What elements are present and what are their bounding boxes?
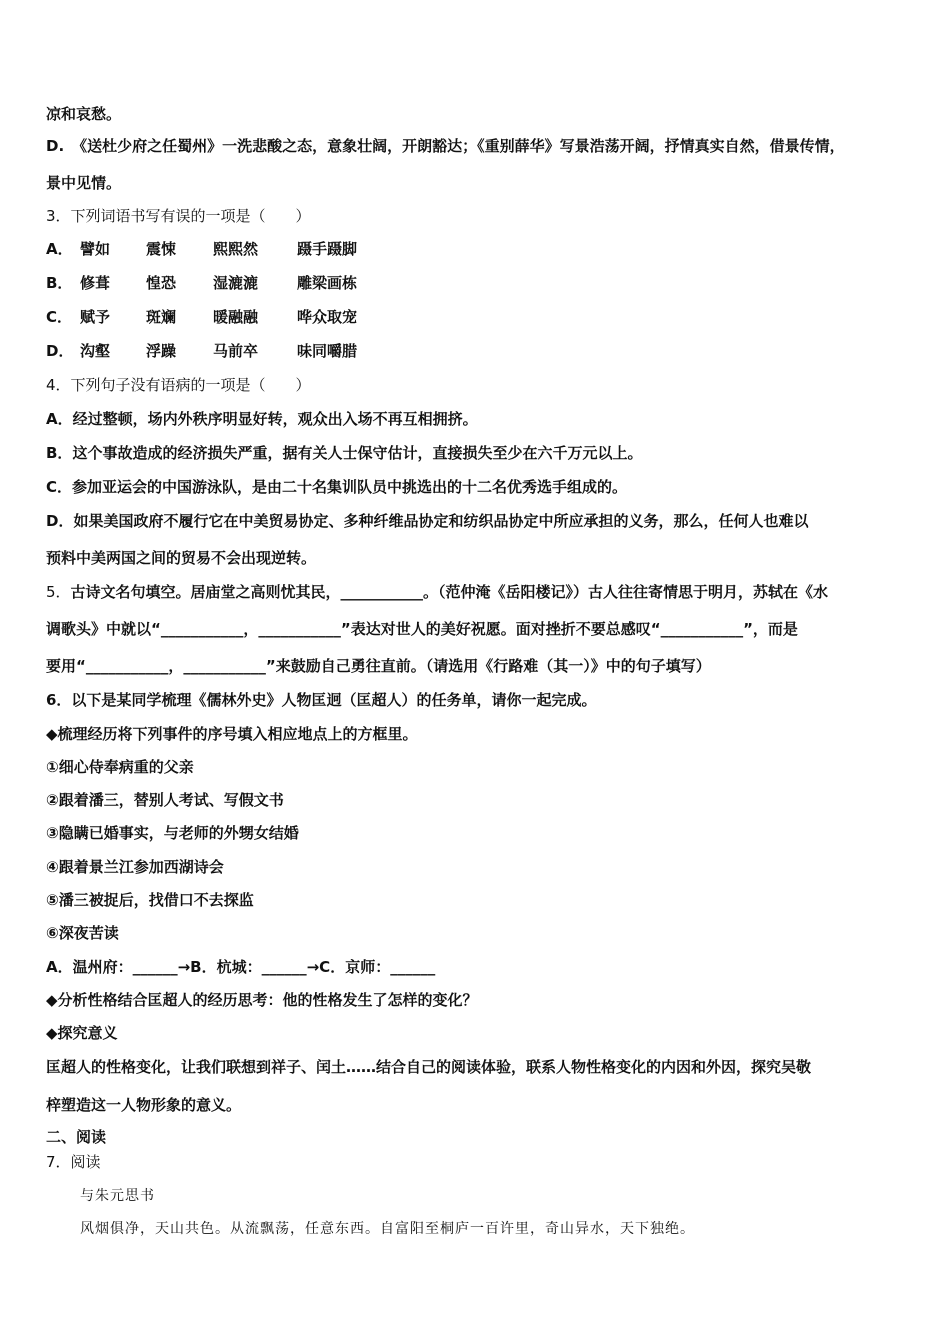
- section-heading: 二、阅读: [46, 1128, 107, 1146]
- q6-para-line1: 匡超人的性格变化，让我们联想到祥子、闰土……结合自己的阅读体验，联系人物性格变化的内因和外因，探究吴敬: [46, 1058, 812, 1076]
- q4-option-d: D．如果美国政府不履行它在中美贸易协定、多种纤维品协定和纺织品协定中所应承担的义务，那么，任何人也难以: [46, 512, 809, 530]
- q3-option-a: A． 譬如 震悚 熙熙然 蹑手蹑脚: [46, 240, 358, 258]
- q2-tail-line1: 凉和哀愁。: [46, 105, 122, 123]
- poem-line: 风烟俱净，天山共色。从流飘荡，任意东西。自富阳至桐庐一百许里，奇山异水，天下独绝。: [80, 1221, 695, 1237]
- q6-task1: ◆梳理经历将下列事件的序号填入相应地点上的方框里。: [46, 725, 418, 743]
- q3-option-b: B． 修葺 惶恐 湿漉漉 雕梁画栋: [46, 274, 358, 292]
- q2-option-d: [46, 136, 845, 156]
- q6-event-5: ⑤潘三被捉后，找借口不去探监: [46, 891, 254, 909]
- q4-option-a: A．经过整顿，场内外秩序明显好转，观众出入场不再互相拥挤。: [46, 410, 478, 428]
- option-text: 《送杜少府之任蜀州》一洗悲酸之态，意象壮阔，开朗豁达；《重别薛华》写景浩荡开阔，抒情真实自然，借景传情，: [72, 137, 845, 155]
- q4-option-c: C．参加亚运会的中国游泳队，是由二十名集训队员中挑选出的十二名优秀选手组成的。: [46, 478, 628, 496]
- q6-task3: ◆探究意义: [46, 1024, 118, 1042]
- q6-task2: ◆分析性格结合匡超人的经历思考：他的性格发生了怎样的变化？: [46, 991, 478, 1009]
- q6-event-4: ④跟着景兰江参加西湖诗会: [46, 858, 224, 876]
- q4-option-b: B．这个事故造成的经济损失严重，据有关人士保守估计，直接损失至少在六千万元以上。: [46, 444, 643, 462]
- poem-title: 与朱元思书: [80, 1188, 155, 1204]
- q3-option-d: D． 沟壑 浮躁 马前卒 味同嚼腊: [46, 342, 358, 360]
- q6-stem: 6．以下是某同学梳理《儒林外史》人物匡迥（匡超人）的任务单，请你一起完成。: [46, 691, 597, 709]
- q5-line2: 调歌头》中就以“___________，___________”表达对世人的美好祝愿。面对挫折不要总感叹“___________”，而是: [46, 620, 798, 638]
- q6-para-line2: 梓塑造这一人物形象的意义。: [46, 1096, 242, 1114]
- q7-stem: 7．阅读: [46, 1153, 101, 1171]
- q6-event-1: ①细心侍奉病重的父亲: [46, 758, 194, 776]
- q6-places: A．温州府：______→B．杭城：______→C．京师：______: [46, 958, 436, 976]
- q2-option-d-cont: 景中见情。: [46, 174, 122, 192]
- q6-event-2: ②跟着潘三，替别人考试、写假文书: [46, 791, 284, 809]
- q3-stem: 3．下列词语书写有误的一项是（ ）: [46, 207, 311, 225]
- option-label: D.: [46, 137, 65, 155]
- q4-stem: 4．下列句子没有语病的一项是（ ）: [46, 376, 311, 394]
- q6-event-6: ⑥深夜苦读: [46, 924, 119, 942]
- q4-option-d-cont: 预料中美两国之间的贸易不会出现逆转。: [46, 549, 317, 567]
- q5-line1: 5．古诗文名句填空。居庙堂之高则忧其民，___________。（范仲淹《岳阳楼记》）古人往往寄情思于明月，苏轼在《水: [46, 583, 829, 601]
- q3-option-c: C． 赋予 斑斓 暖融融 哗众取宠: [46, 308, 358, 326]
- q5-line3: 要用“___________，___________”来鼓励自己勇往直前。（请选用《行路难（其一）》中的句子填写）: [46, 657, 711, 675]
- q6-event-3: ③隐瞒已婚事实，与老师的外甥女结婚: [46, 824, 299, 842]
